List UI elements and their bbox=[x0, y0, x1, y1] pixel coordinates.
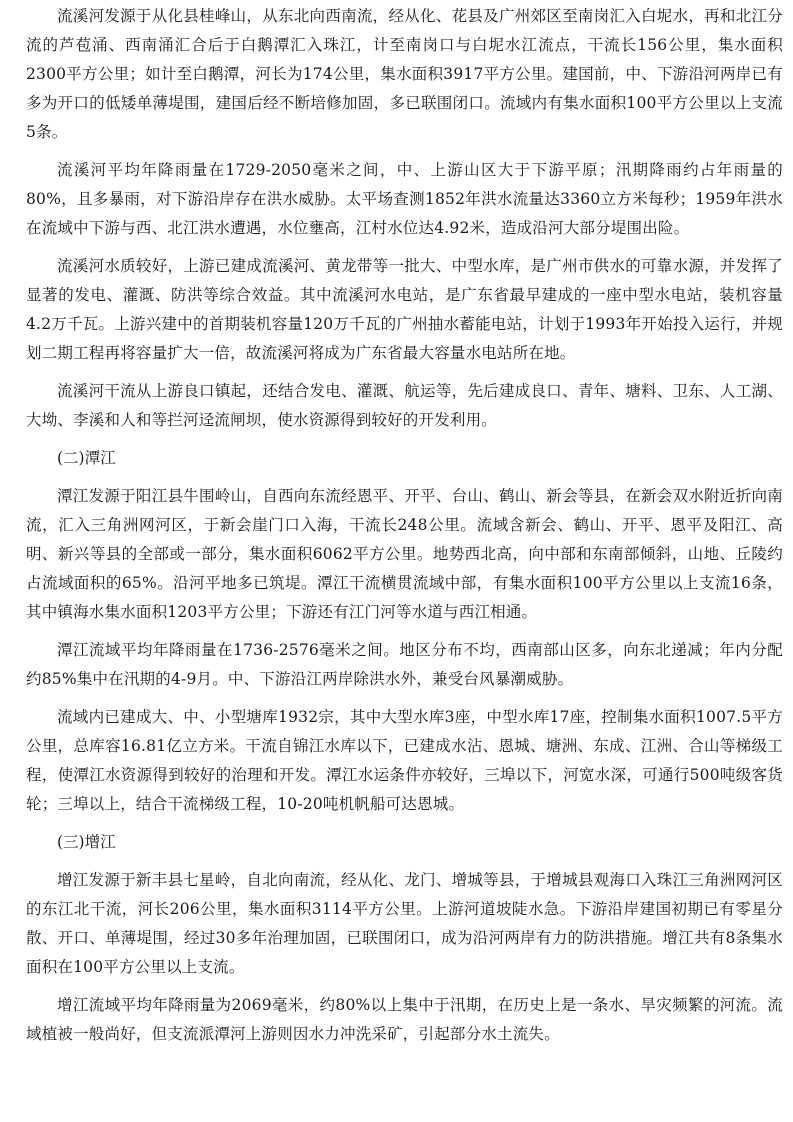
section-heading-zengjiang: (三)增江 bbox=[57, 833, 116, 851]
paragraph-zengjiang-rainfall: 增江流域平均年降雨量为2069毫米，约80%以上集中于汛期，在历史上是一条水、旱灾频繁的河流。流域植被一般尚好，但支流派潭河上游则因水力冲洗采矿，引起部分水土流失。 bbox=[26, 996, 783, 1043]
paragraph-liuxi-rainfall: 流溪河平均年降雨量在1729-2050毫米之间，中、上游山区大于下游平原；汛期降雨约占年雨量的80%，且多暴雨，对下游沿岸存在洪水威胁。太平场查测1852年洪水流量达3360立方米每秒；1959年洪水在流域中下游与西、北江洪水遭遇，水位壅高，江村水位达4.92米，造成沿河大部分堤围出险。 bbox=[26, 161, 783, 237]
paragraph-liuxi-dams: 流溪河干流从上游良口镇起，还结合发电、灌溉、航运等，先后建成良口、青年、塘料、卫东、人工湖、大坳、李溪和人和等拦河迳流闸坝，使水资源得到较好的开发利用。 bbox=[26, 382, 783, 429]
paragraph-tanjiang-reservoirs: 流域内已建成大、中、小型塘库1932宗，其中大型水库3座，中型水库17座，控制集水面积1007.5平方公里，总库容16.81亿立方米。干流自锦江水库以下，已建成水沾、恩城、塘洲、东成、江洲、合山等梯级工程，使潭江水资源得到较好的治理和开发。潭江水运条件亦较好，三埠以下，河宽水深，可通行500吨级客货轮；三埠以上，结合干流梯级工程，10-20吨机帆船可达恩城。 bbox=[26, 708, 783, 813]
paragraph-liuxi-water-quality: 流溪河水质较好，上游已建成流溪河、黄龙带等一批大、中型水库，是广州市供水的可靠水源，并发挥了显著的发电、灌溉、防洪等综合效益。其中流溪河水电站，是广东省最早建成的一座中型水电站，装机容量4.2万千瓦。上游兴建中的首期装机容量120万千瓦的广州抽水蓄能电站，计划于1993年开始投入运行，并规划二期工程再将容量扩大一倍，故流溪河将成为广东省最大容量水电站所在地。 bbox=[26, 257, 783, 362]
paragraph-tanjiang-overview: 潭江发源于阳江县牛围岭山，自西向东流经恩平、开平、台山、鹤山、新会等县，在新会双水附近折向南流，汇入三角洲网河区，于新会崖门口入海，干流长248公里。流域含新会、鹤山、开平、恩平及阳江、高明、新兴等县的全部或一部分，集水面积6062平方公里。地势西北高，向中部和东南部倾斜，山地、丘陵约占流域面积的65%。沿河平地多已筑堤。潭江干流横贯流域中部，有集水面积100平方公里以上支流16条，其中镇海水集水面积1203平方公里；下游还有江门河等水道与西江相通。 bbox=[26, 487, 783, 621]
section-heading-tanjiang: (二)潭江 bbox=[57, 449, 116, 467]
paragraph-tanjiang-rainfall: 潭江流域平均年降雨量在1736-2576毫米之间。地区分布不均，西南部山区多，向东北递减；年内分配约85%集中在汛期的4-9月。中、下游沿江两岸除洪水外，兼受台风暴潮威胁。 bbox=[26, 641, 783, 688]
paragraph-liuxi-overview: 流溪河发源于从化县桂峰山，从东北向西南流，经从化、花县及广州郊区至南岗汇入白坭水，再和北江分流的芦苞涌、西南涌汇合后于白鹅潭汇入珠江，计至南岗口与白坭水江流点，干流长156公里，集水面积2300平方公里；如计至白鹅潭，河长为174公里，集水面积3917平方公里。建国前，中、下游沿河两岸已有多为开口的低矮单薄堤围，建国后经不断培修加固，多已联围闭口。流域内有集水面积100平方公里以上支流5条。 bbox=[26, 7, 783, 141]
paragraph-zengjiang-overview: 增江发源于新丰县七星岭，自北向南流，经从化、龙门、增城等县，于增城县观海口入珠江三角洲网河区的东江北干流，河长206公里，集水面积3114平方公里。上游河道坡陡水急。下游沿岸建国初期已有零星分散、开口、单薄堤围，经过30多年治理加固，已联围闭口，成为沿河两岸有力的防洪措施。增江共有8条集水面积在100平方公里以上支流。 bbox=[26, 871, 783, 976]
